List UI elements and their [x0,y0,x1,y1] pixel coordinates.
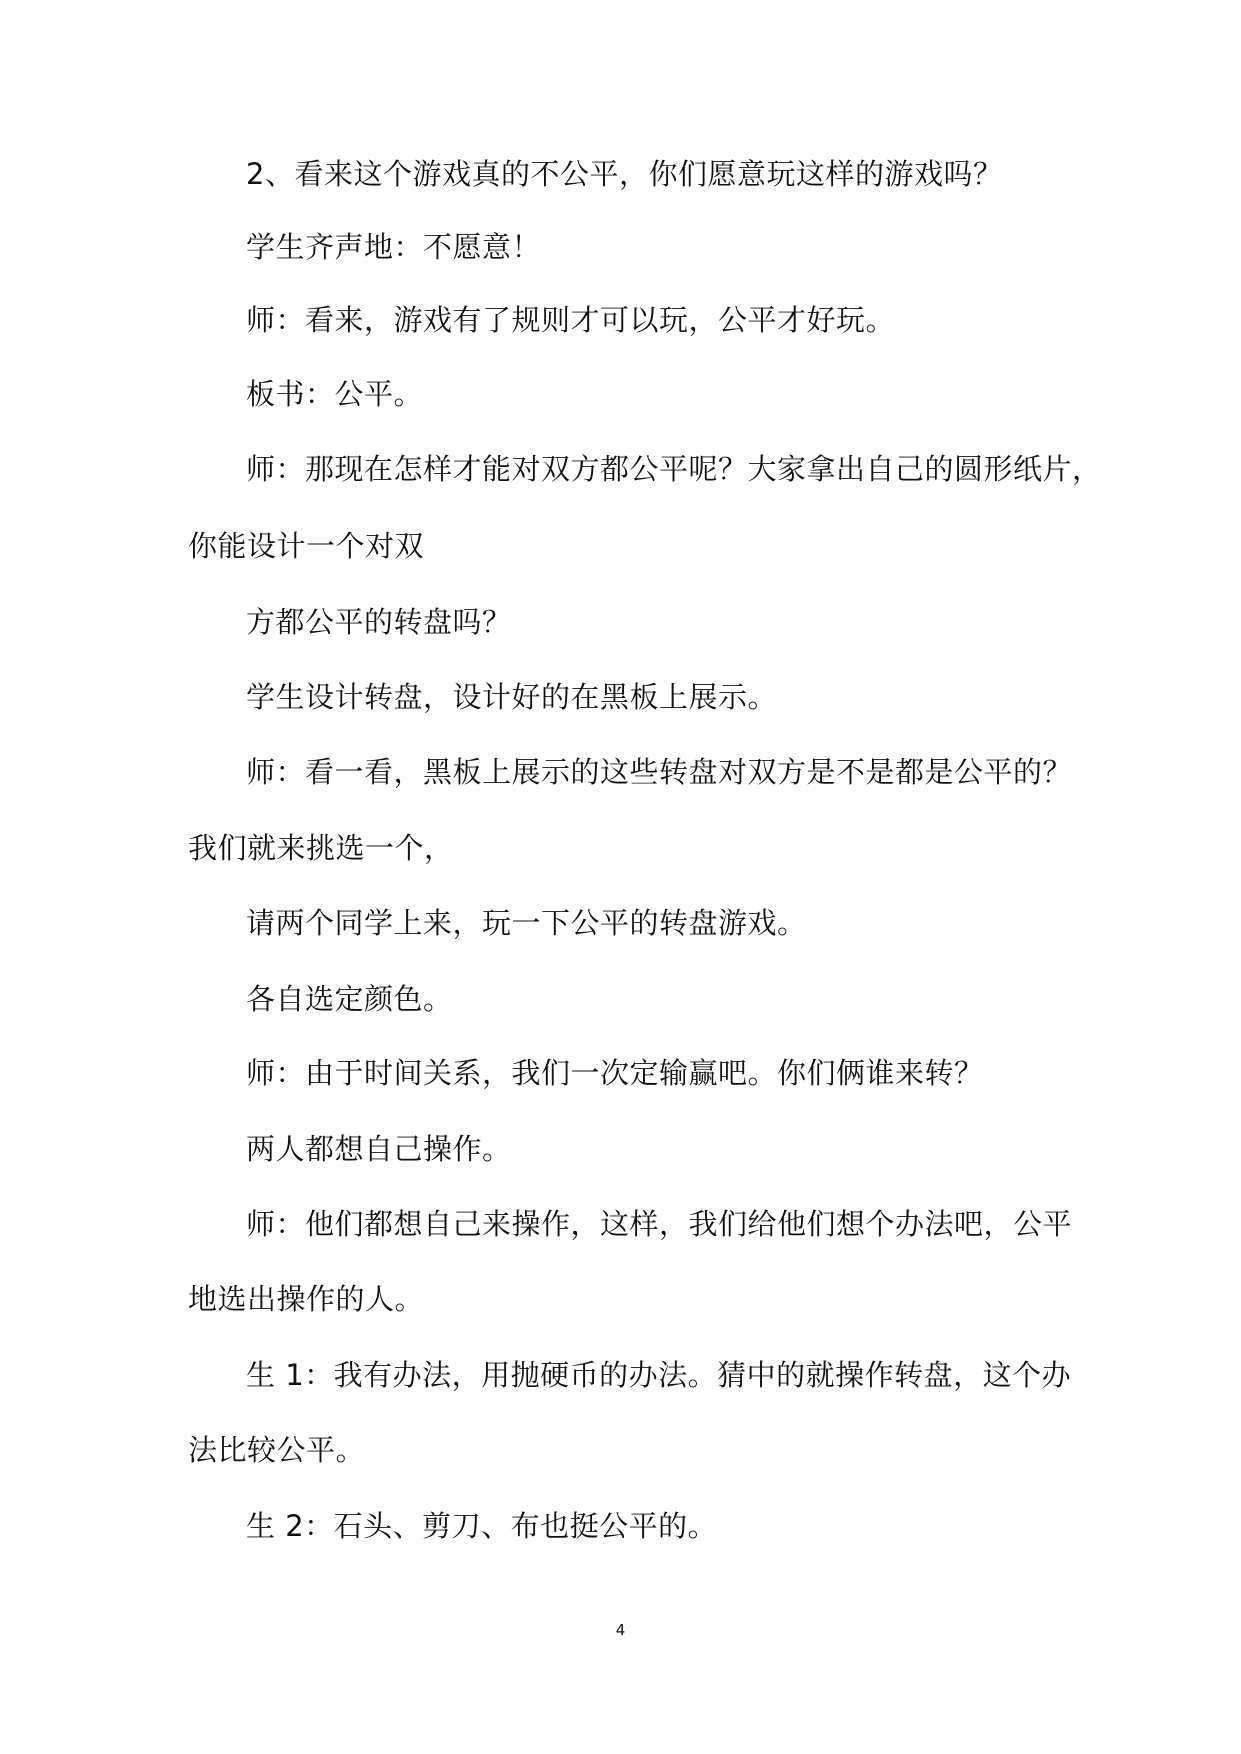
paragraph-line: 法比较公平。 [188,1433,366,1467]
page-number: 4 [615,1621,626,1639]
paragraph-line: 地选出操作的人。 [188,1282,425,1316]
paragraph-line: 两人都想自己操作。 [246,1132,512,1166]
paragraph-line: 各自选定颜色。 [246,982,453,1016]
paragraph-line: 方都公平的转盘吗？ [246,605,512,639]
paragraph-line: 板书：公平。 [246,377,424,411]
paragraph-line: 请两个同学上来，玩一下公平的转盘游戏。 [246,906,807,940]
paragraph-line: 师：那现在怎样才能对双方都公平呢？大家拿出自己的圆形纸片， [246,452,1102,486]
paragraph-line: 生 1：我有办法，用抛硬币的办法。猜中的就操作转盘，这个办 [246,1358,1072,1392]
paragraph-line: 师：看来，游戏有了规则才可以玩，公平才好玩。 [246,303,896,337]
paragraph-line: 师：由于时间关系，我们一次定输赢吧。你们俩谁来转？ [246,1056,984,1090]
paragraph-line: 学生设计转盘，设计好的在黑板上展示。 [246,680,778,714]
paragraph-line: 2、看来这个游戏真的不公平，你们愿意玩这样的游戏吗？ [246,157,1003,191]
paragraph-line: 师：看一看，黑板上展示的这些转盘对双方是不是都是公平的？ [246,755,1073,789]
paragraph-line: 你能设计一个对双 [188,529,425,563]
paragraph-line: 师：他们都想自己来操作，这样，我们给他们想个办法吧，公平 [246,1207,1073,1241]
paragraph-line: 我们就来挑选一个， [188,831,454,865]
paragraph-line: 学生齐声地：不愿意！ [246,230,542,264]
paragraph-line: 生 2：石头、剪刀、布也挺公平的。 [246,1509,718,1543]
